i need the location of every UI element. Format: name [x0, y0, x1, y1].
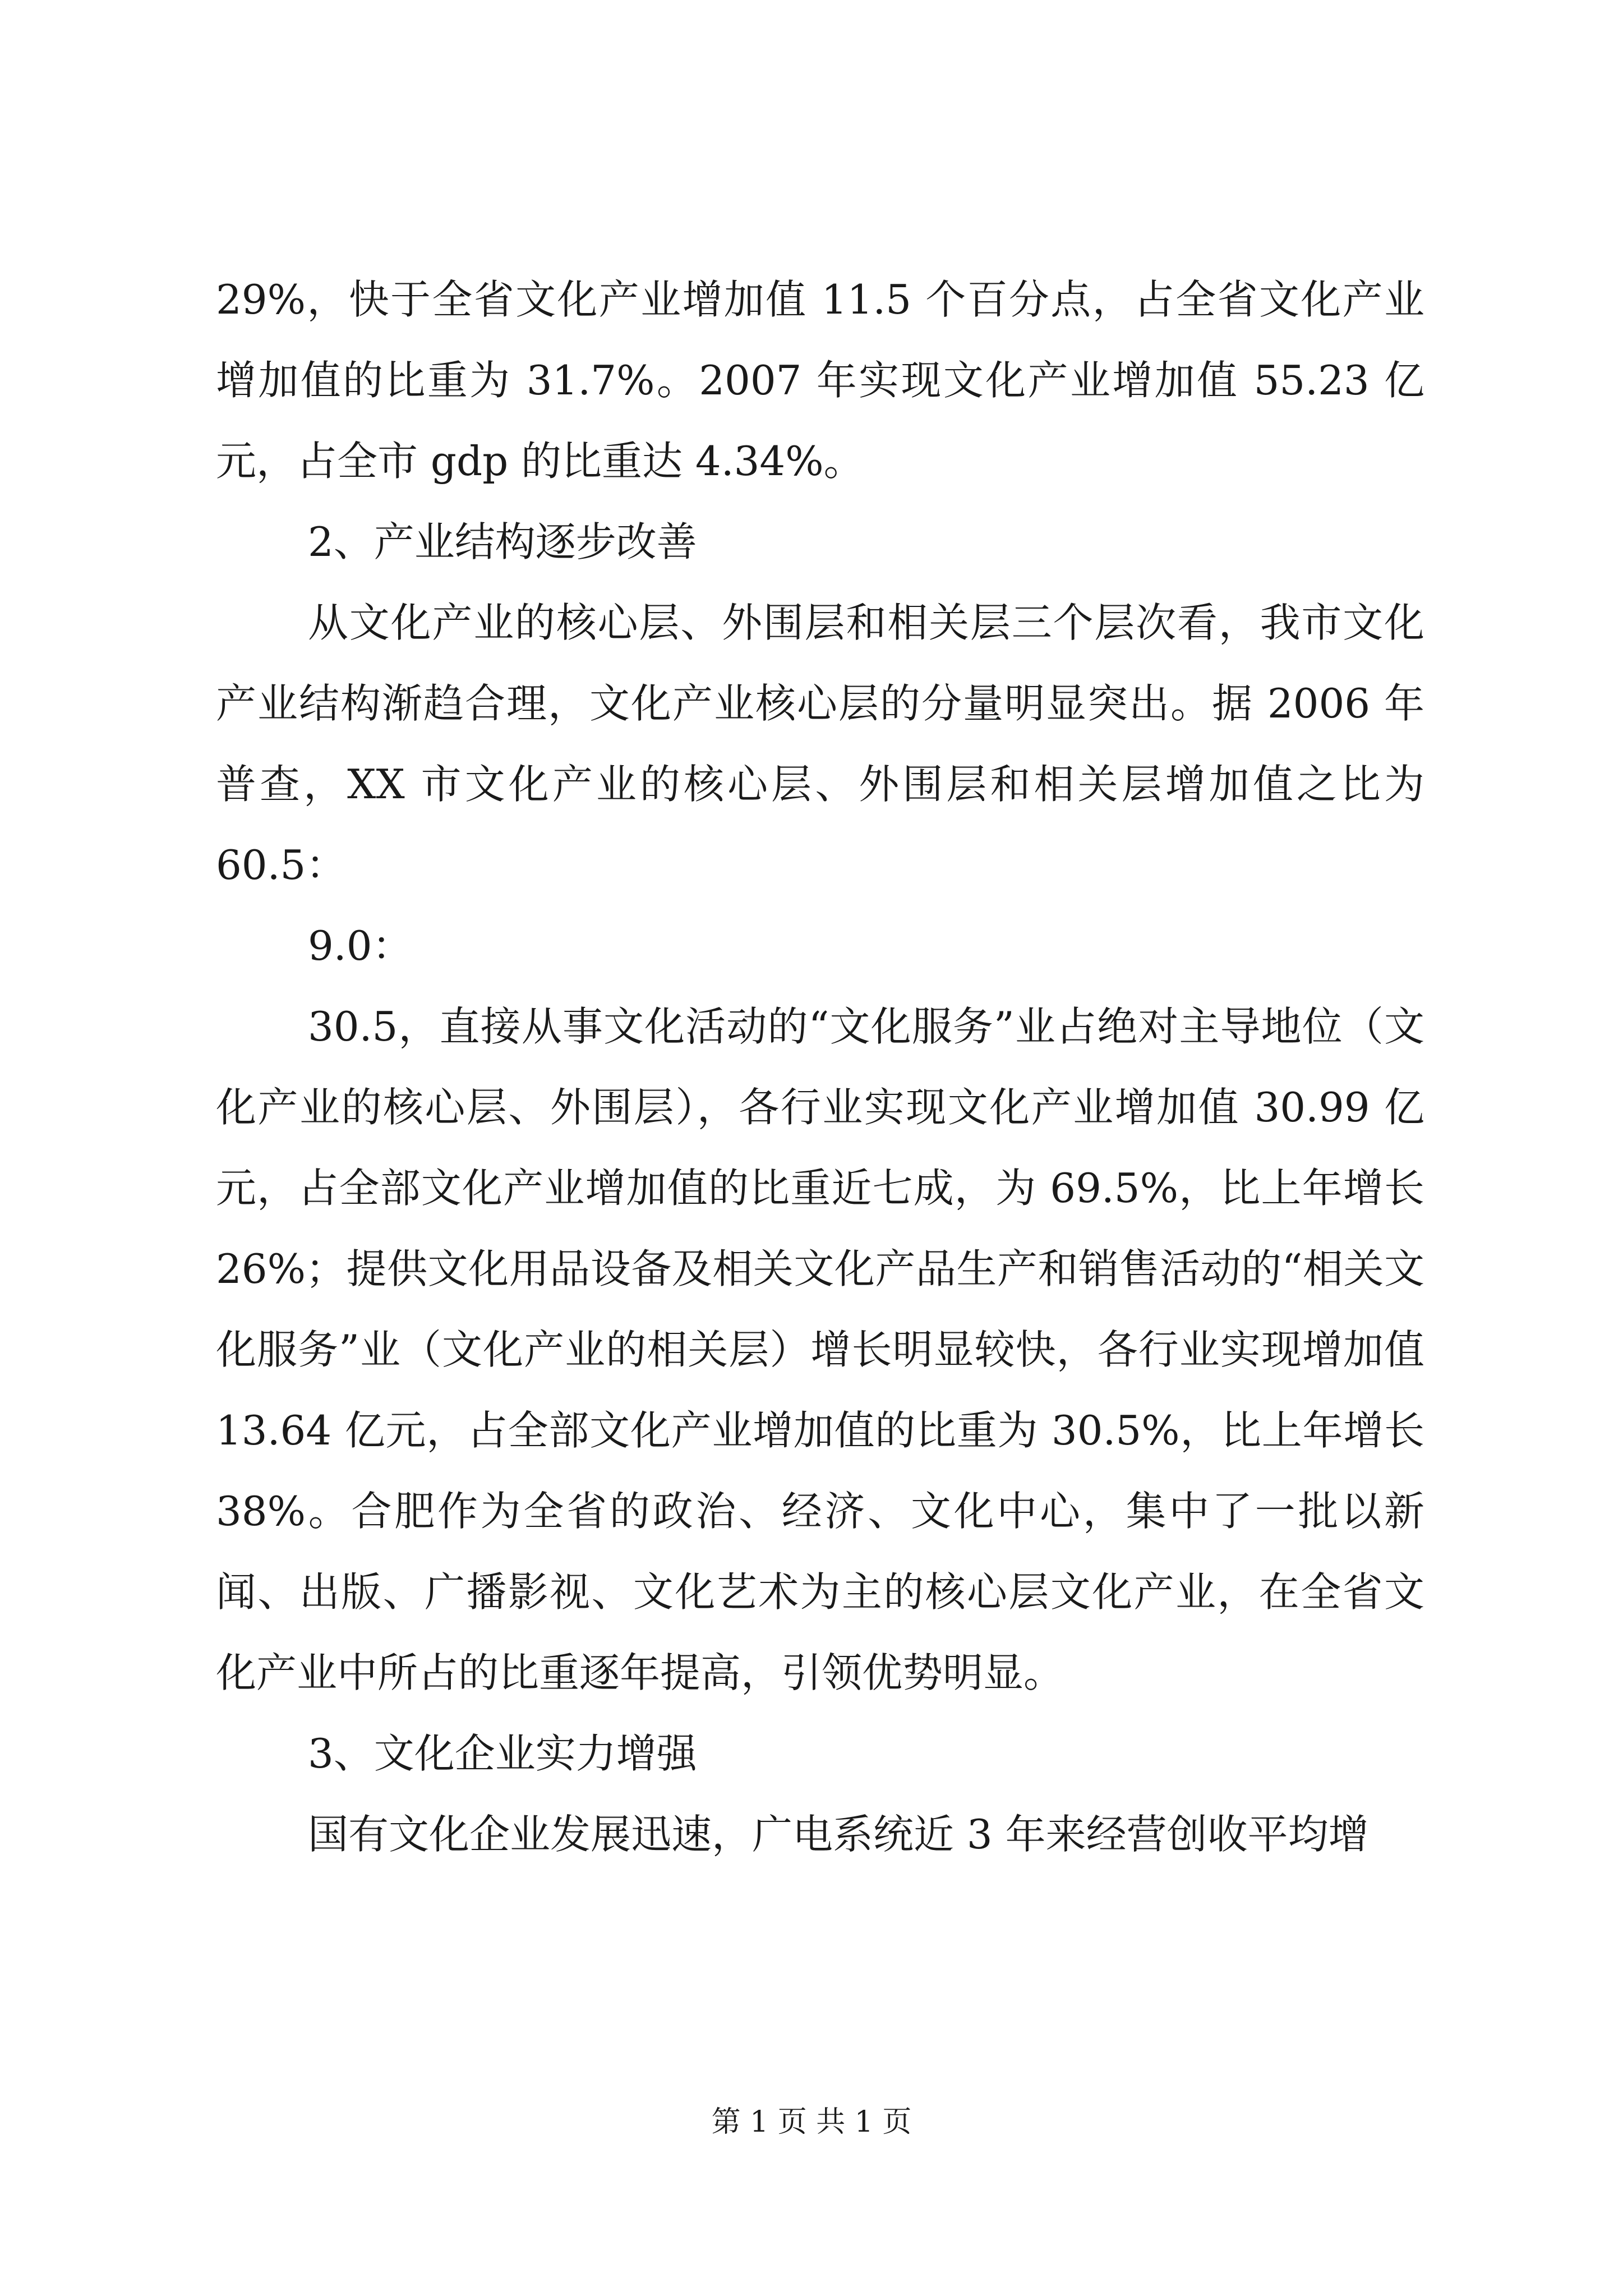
paragraph-ratio: 9.0： — [308, 922, 413, 969]
paragraph-4: 国有文化企业发展迅速，广电系统近 3 年来经营创收平均增 — [308, 1811, 1369, 1858]
paragraph-2: 从文化产业的核心层、外围层和相关层三个层次看，我市文化产业结构渐趋合理，文化产业核心层的分量明显突出。据 2006 年普查，XX 市文化产业的核心层、外围层和相关层增加值之比为 60.5： — [216, 599, 1424, 889]
section-heading-enterprise-strength: 3、文化企业实力增强 — [308, 1730, 697, 1777]
page-footer: 第 1 页 共 1 页 — [711, 2105, 912, 2139]
paragraph-3: 30.5，直接从事文化活动的“文化服务”业占绝对主导地位（文化产业的核心层、外围层），各行业实现文化产业增加值 30.99 亿元，占全部文化产业增加值的比重近七成，为 69.5%，比上年增长 26%；提供文化用品设备及相关文化产品生产和销售活动的“相关文化服务”业（文化产业的相关层）增长明显较快，各行业实现增加值 13.64 亿元，占全部文化产业增加值的比重为 30.5%，比上年增长 38%。合肥作为全省的政治、经济、文化中心，集中了一批以新闻、出版、广播影视、文化艺术为主的核心层文化产业，在全省文化产业中所占的比重逐年提高，引领优势明显。 — [216, 1003, 1424, 1696]
paragraph-1: 29%，快于全省文化产业增加值 11.5 个百分点，占全省文化产业增加值的比重为 31.7%。2007 年实现文化产业增加值 55.23 亿元，占全市 gdp 的比重达 4.34%。 — [216, 276, 1424, 485]
document-body — [216, 259, 1424, 1875]
section-heading-industry-structure: 2、产业结构逐步改善 — [308, 518, 697, 565]
